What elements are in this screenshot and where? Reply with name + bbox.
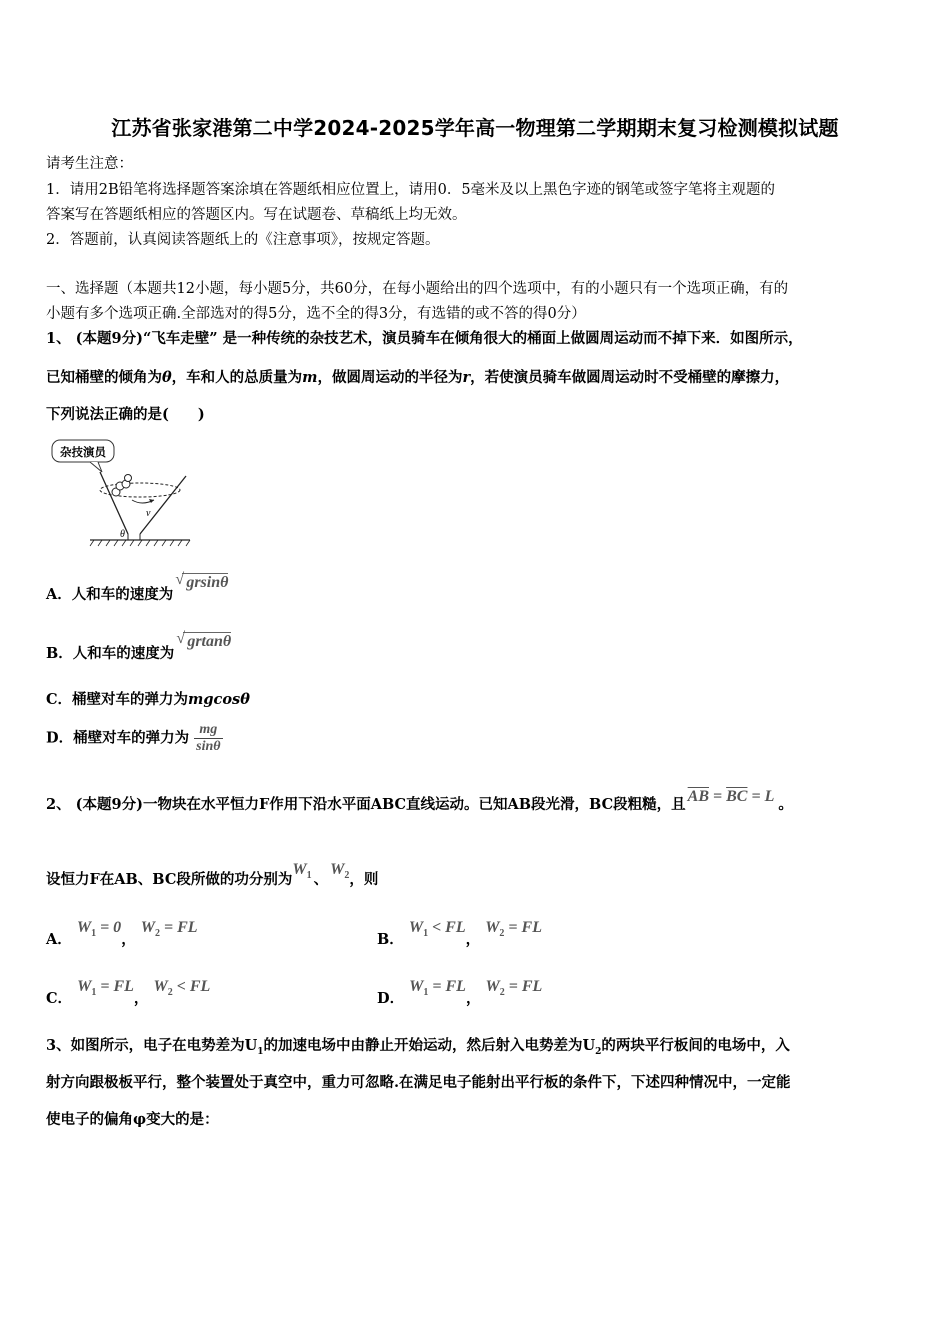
- q2-option-b-w1-rel: < FL: [428, 919, 466, 936]
- notice-line-2: 2．答题前，认真阅读答题纸上的《注意事项》，按规定答题。: [46, 232, 440, 248]
- q3-line-1: [46, 1034, 790, 1057]
- q2-option-c-w1-rel: = FL: [96, 978, 134, 995]
- q2-option-d-w2-letter: W: [485, 978, 500, 995]
- q2-eq-l: = L: [747, 788, 775, 805]
- figure-label: 杂技演员: [60, 445, 106, 459]
- q2-option-a-w1-rel: = 0: [96, 919, 122, 936]
- q2-option-c: [46, 978, 211, 1010]
- q2-option-b-w1-sub: 1: [423, 928, 429, 939]
- q2-equality: [688, 788, 775, 805]
- q2-option-a-w2-letter: W: [140, 919, 155, 936]
- q2-option-b-comma: ，: [465, 931, 481, 948]
- q2-line-2: [46, 861, 379, 891]
- q2-option-a-w1: [76, 919, 122, 939]
- q2-option-d-comma: ，: [465, 990, 481, 1007]
- q2-w1-sub: 1: [306, 870, 312, 881]
- q2-line-2-end: ，则: [349, 871, 379, 888]
- ground-hatching: [90, 540, 190, 546]
- q2-option-a-w2: [140, 919, 198, 939]
- q1-line-2: [46, 366, 789, 387]
- q2-option-c-w2-letter: W: [153, 978, 168, 995]
- q1-option-b-radicand: grtanθ: [187, 633, 232, 650]
- q2-option-b-w1: [408, 919, 466, 939]
- q1-option-a-label: A．人和车的速度为: [46, 586, 174, 603]
- q1-option-a-radicand: grsinθ: [186, 574, 229, 591]
- q3-line-1-text-a: 3、如图所示，电子在电势差为U: [46, 1037, 258, 1054]
- q2-option-c-label: C．: [46, 990, 73, 1007]
- q1-option-d-label: D．桶壁对车的弹力为: [46, 729, 190, 747]
- q2-option-b-w2: [485, 919, 542, 939]
- q1-mass: m: [302, 369, 318, 386]
- section-heading-line-1: 一、选择题（本题共12小题，每小题5分，共60分，在每小题给出的四个选项中，有的小题只有一个选项正确，有的: [46, 281, 789, 297]
- q1-line-1: 1、 (本题9分)“飞车走壁” 是一种传统的杂技艺术，演员骑车在倾角很大的桶面上做圆周运动而不掉下来．如图所示，: [46, 330, 803, 347]
- q1-option-d: [46, 722, 223, 755]
- q2-option-d-w2-rel: = FL: [504, 978, 543, 995]
- q1-figure: [48, 436, 193, 548]
- q2-option-d-w1-rel: = FL: [428, 978, 466, 995]
- acrobat-head: [125, 475, 132, 482]
- figure-label-pointer: [90, 462, 102, 472]
- q2-option-c-w1-sub: 1: [91, 987, 97, 998]
- q1-theta: θ: [162, 369, 172, 386]
- q1-option-c: [46, 688, 250, 709]
- q2-option-d-w1-letter: W: [409, 978, 424, 995]
- q2-option-b-w2-letter: W: [485, 919, 500, 936]
- q1-radius: r: [462, 369, 471, 386]
- figure-theta: θ: [120, 529, 125, 540]
- q2-option-b-label: B．: [377, 931, 404, 948]
- q2-option-d-label: D．: [377, 990, 405, 1007]
- q2-option-c-w1: [77, 978, 134, 998]
- q3-line-1-text-c: 的两块平行板间的电场中，入: [601, 1037, 790, 1054]
- q3-u1-sub: 1: [257, 1047, 264, 1057]
- q2-w2: [330, 861, 350, 881]
- q1-line-2-text-a: 已知桶壁的倾角为: [46, 369, 162, 386]
- q2-w2-sub: 2: [344, 870, 350, 881]
- q1-option-b-formula: √ grtanθ: [176, 630, 232, 650]
- q2-w2-letter: W: [330, 861, 345, 878]
- q2-option-d-w2-sub: 2: [499, 987, 505, 998]
- q2-w1-letter: W: [292, 861, 307, 878]
- q2-w-sep: 、: [313, 871, 329, 888]
- q1-option-a: [46, 571, 229, 604]
- q3-line-3: 使电子的偏角φ变大的是：: [46, 1111, 219, 1128]
- page-title: 江苏省张家港第二中学2024-2025学年高一物理第二学期期末复习检测模拟试题: [111, 116, 839, 140]
- q2-option-a-comma: ，: [121, 931, 136, 948]
- q3-u2-sub: 2: [595, 1047, 602, 1057]
- q2-period: 。: [778, 796, 793, 813]
- q2-option-a-w1-letter: W: [76, 919, 92, 936]
- q1-option-b-label: B．人和车的速度为: [46, 645, 175, 662]
- q2-option-c-comma: ，: [133, 990, 149, 1007]
- q1-option-c-formula: mgcosθ: [188, 691, 250, 708]
- q1-option-c-label: C．桶壁对车的弹力为: [46, 691, 189, 708]
- q2-option-a-w2-sub: 2: [154, 928, 160, 939]
- q2-option-a-label: A．: [46, 931, 72, 948]
- q2-option-d-w1: [409, 978, 466, 998]
- q2-eq-sign: =: [708, 788, 727, 805]
- q2-option-c-w2-rel: < FL: [172, 978, 211, 995]
- q2-line-2-text: 设恒力F在AB、BC段所做的功分别为: [46, 871, 293, 888]
- q3-line-2: 射方向跟极板平行，整个装置处于真空中，重力可忽略.在满足电子能射出平行板的条件下，下述四种情况中，一定能: [46, 1074, 791, 1091]
- velocity-arrowhead: [149, 499, 154, 503]
- q1-line-2-text-b: ，车和人的总质量为: [171, 369, 303, 386]
- q2-option-a: [46, 919, 198, 951]
- q2-option-b-w2-sub: 2: [499, 928, 505, 939]
- q2-w1: [292, 861, 312, 881]
- notice-heading: 请考生注意：: [46, 156, 133, 172]
- q2-option-a-w2-rel: = FL: [159, 919, 198, 936]
- q1-line-2-text-d: ，若使演员骑车做圆周运动时不受桶壁的摩擦力，: [470, 369, 790, 386]
- q2-option-c-w2: [153, 978, 211, 998]
- q2-option-b: [377, 919, 542, 951]
- q2-option-d: [377, 978, 543, 1010]
- q2-option-b-w1-letter: W: [408, 919, 424, 936]
- notice-line-1b: 答案写在答题纸相应的答题区内。写在试题卷、草稿纸上均无效。: [46, 207, 467, 223]
- q2-option-b-w2-rel: = FL: [504, 919, 542, 936]
- q2-line-1-text: 2、 (本题9分)一物块在水平恒力F作用下沿水平面ABC直线运动。已知AB段光滑，BC段粗糙，且: [46, 796, 686, 813]
- q1-option-d-fraction: [194, 722, 222, 755]
- q1-line-3: 下列说法正确的是( ): [46, 406, 205, 423]
- q3-line-1-text-b: 的加速电场中由静止开始运动，然后射入电势差为U: [263, 1037, 596, 1054]
- q2-line-1: [46, 788, 793, 814]
- q1-line-2-text-c: ，做圆周运动的半径为: [317, 369, 463, 386]
- figure-v: v: [146, 508, 151, 519]
- section-heading-line-2: 小题有多个选项正确.全部选对的得5分，选不全的得3分，有选错的或不答的得0分）: [46, 306, 586, 322]
- q2-option-a-w1-sub: 1: [91, 928, 97, 939]
- q2-option-d-w1-sub: 1: [423, 987, 429, 998]
- q1-option-a-formula: √ grsinθ: [175, 571, 229, 591]
- q1-option-b: [46, 630, 232, 663]
- q2-option-c-w1-letter: W: [77, 978, 92, 995]
- q1-option-d-denominator: sinθ: [196, 739, 221, 754]
- q1-option-d-numerator: mg: [194, 722, 222, 739]
- q2-ab: $\overline{AB}$: [687, 788, 709, 805]
- q2-bc: $\overline{BC}$: [726, 788, 748, 805]
- q2-option-d-w2: [485, 978, 543, 998]
- q2-option-c-w2-sub: 2: [167, 987, 173, 998]
- notice-line-1a: 1．请用2B铅笔将选择题答案涂填在答题纸相应位置上，请用0．5毫米及以上黑色字迹的钢笔或签字笔将主观题的: [46, 182, 776, 198]
